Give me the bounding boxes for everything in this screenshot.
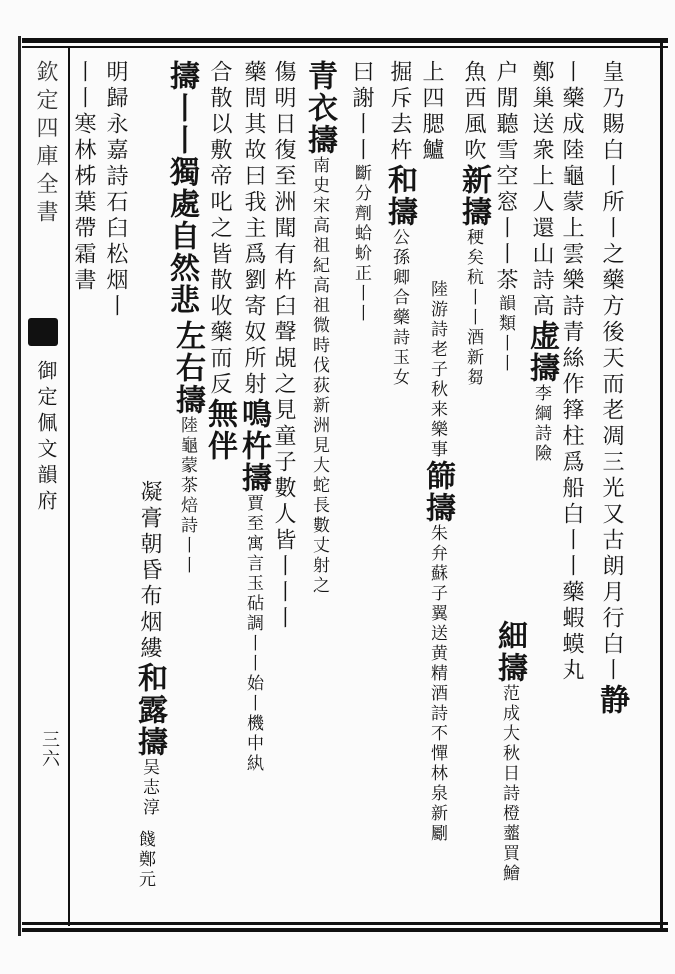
text-column-8: 陸游詩老子秋来樂事篩擣朱弁蘇子翼送黄精酒詩不憚林泉新劚 bbox=[420, 280, 455, 844]
text-column-21: 丨丨寒林柹葉帶霜書 bbox=[71, 60, 96, 294]
text-column-12: 傷明日復至洲聞有杵臼聲覘之見童子數人皆丨丨丨 bbox=[271, 60, 296, 632]
text-column-4: 户閒聽雪空窓丨丨茶韻類丨丨 bbox=[493, 60, 518, 374]
top-border bbox=[22, 38, 668, 43]
margin-book-title: 御定佩文韻府 bbox=[34, 360, 58, 516]
folio-number: 三六 bbox=[39, 730, 60, 768]
text-column-5: 細擣范成大秋日詩橙虀買鱠 bbox=[492, 620, 527, 884]
text-column-9: 掘斥去杵和擣公孫卿合藥詩玉女 bbox=[382, 60, 417, 388]
text-column-14: 合散以敷帝叱之皆散收藥而反無伴 bbox=[202, 60, 237, 462]
fishtail-block bbox=[28, 318, 58, 346]
text-column-1: 皇乃賜白丨所丨之藥方後天而老凋三光又古朗月行白丨静 bbox=[594, 60, 629, 716]
text-column-16: 左右擣陸龜蒙茶焙詩丨丨 bbox=[170, 320, 205, 576]
text-column-19: 餞鄭元 bbox=[135, 830, 155, 890]
left-page-edge bbox=[18, 36, 21, 936]
text-column-6: 魚西風吹新擣稉矣秔丨丨酒新芻 bbox=[456, 60, 491, 388]
inner-left-border bbox=[68, 46, 70, 926]
text-column-13: 藥問其故曰我主爲劉寄奴所射鳴杵擣賈至寓言玉砧調丨丨始丨機中紈 bbox=[236, 60, 271, 774]
margin-header-title: 欽定四庫全書 bbox=[33, 60, 58, 228]
text-column-7: 上四腮鱸 bbox=[419, 60, 444, 164]
top-inner-border bbox=[22, 46, 668, 48]
text-column-3: 鄭巢送衆上人還山詩高虚擣李綱詩險 bbox=[524, 60, 559, 464]
text-column-11: 青衣擣南史宋高祖紀高祖微時伐荻新洲見大蛇長數丈射之 bbox=[302, 60, 337, 596]
text-column-2: 丨藥成陸龜蒙上雲樂詩青絲作箨柱爲船白丨丨藥蝦蟆丸 bbox=[559, 60, 584, 684]
text-column-18: 凝膏朝昏布烟縷和露擣吴志淳 bbox=[132, 480, 167, 818]
text-column-15: 擣丨丨獨處自然悲 bbox=[164, 60, 199, 316]
bottom-border bbox=[22, 922, 668, 925]
right-border bbox=[660, 38, 663, 930]
text-column-10: 曰謝丨丨斷分劑蛤蚧正丨丨 bbox=[349, 60, 374, 324]
bottom-inner-border bbox=[22, 928, 668, 932]
text-column-20: 明歸永嘉詩石臼松烟丨 bbox=[103, 60, 128, 320]
